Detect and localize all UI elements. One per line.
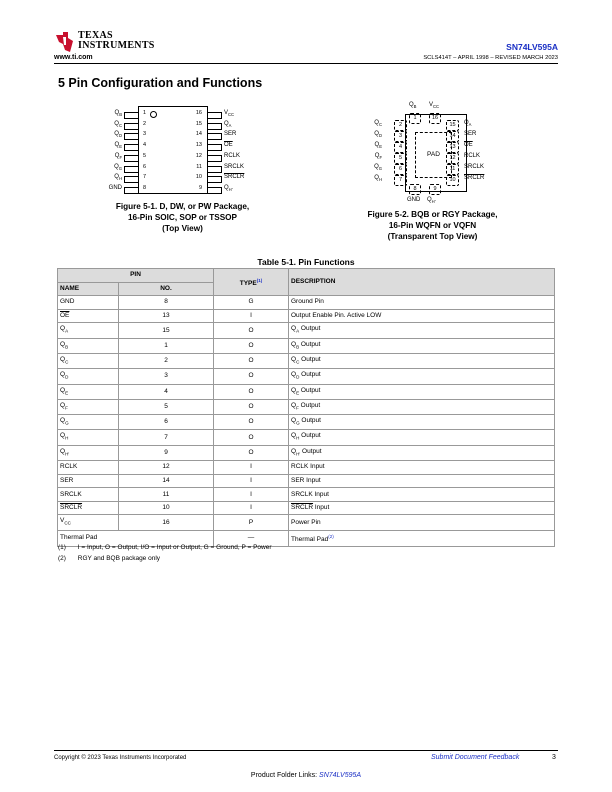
cell-name: $Q_H$ [58, 430, 119, 445]
cell-type: O [214, 415, 289, 430]
qfn-left-pin-label: $Q_D$ [374, 131, 382, 139]
cell-type: I [214, 501, 289, 515]
table-row [58, 445, 555, 460]
cell-type: O [214, 323, 289, 338]
qfn-left-pin: 3 [394, 131, 407, 142]
qfn-left-pin: 5 [394, 153, 407, 164]
figure1-caption [90, 201, 275, 234]
cell-type: I [214, 488, 289, 502]
cell-description: $Q_B$ Output [289, 338, 555, 353]
cell-no: 12 [119, 461, 214, 475]
header-rule [54, 63, 558, 64]
qfn-left-pin: 7 [394, 175, 407, 186]
qfn-right-pin-label: RCLK [464, 153, 481, 159]
folder-link[interactable]: SN74LV595A [319, 772, 362, 779]
cell-name: $\overline{OE}$ [58, 309, 119, 323]
pin-label: $Q_C$ [114, 120, 122, 128]
cell-description: $Q_G$ Output [289, 415, 555, 430]
qfn-top-pin: 16 [429, 113, 441, 124]
note-2-id: (2) [58, 555, 66, 562]
pin-number: 1 [143, 110, 147, 116]
figure1-caption-line1: Figure 5-1. D, DW, or PW Package, [115, 202, 250, 211]
figure2-caption-line1: Figure 5-2. BQB or RGY Package, [367, 210, 498, 219]
qfn-top-pin-label: $Q_B$ [409, 102, 417, 110]
soic-left-pin [90, 164, 152, 174]
soic-left-pin [90, 185, 152, 195]
brand-line2: INSTRUMENTS [78, 40, 155, 51]
soic-right-pin [190, 174, 270, 184]
section-title: 5 Pin Configuration and Functions [58, 76, 263, 90]
qfn-right-pin: 14 [446, 131, 459, 142]
note-2 [58, 555, 160, 562]
table-row [58, 488, 555, 502]
cell-type: P [214, 515, 289, 530]
figure-qfn [360, 100, 510, 205]
cell-no: 1 [119, 338, 214, 353]
folder-prefix: Product Folder Links: [250, 772, 318, 779]
pin-lead [207, 155, 222, 162]
cell-type: O [214, 399, 289, 414]
cell-type: I [214, 461, 289, 475]
pin-number: 16 [195, 110, 202, 116]
cell-no: 11 [119, 488, 214, 502]
qfn-bottom-pin: 9 [429, 184, 441, 195]
pad-label: PAD [427, 151, 440, 158]
note-1-id: (1) [58, 544, 66, 551]
qfn-left-pin-label: $Q_H$ [374, 175, 382, 183]
qfn-right-pin-label: SRCLK [464, 164, 485, 170]
cell-description: $Q_{H'}$ Output [289, 445, 555, 460]
product-folder-links [0, 772, 612, 779]
cell-no: 8 [119, 296, 214, 310]
note-1 [58, 544, 272, 551]
pin-number: 6 [143, 163, 147, 170]
pin-lead [207, 133, 222, 140]
qfn-right-pin-label: $\overline{OE}$ [464, 142, 473, 148]
pin-number: 10 [195, 174, 202, 181]
soic-left-pin [90, 121, 152, 131]
soic-left-pin [90, 131, 152, 141]
pin-label: SRCLK [224, 163, 245, 170]
pin-number: 14 [195, 131, 202, 138]
copyright: Copyright © 2023 Texas Instruments Incorporated [54, 755, 187, 761]
soic-right-pin [190, 121, 270, 131]
cell-description: $Q_E$ Output [289, 384, 555, 399]
cell-no: 7 [119, 430, 214, 445]
cell-type: O [214, 430, 289, 445]
soic-right-pin [190, 110, 270, 120]
cell-description: $Q_F$ Output [289, 399, 555, 414]
table-row [58, 415, 555, 430]
pin-label: SRCLR [224, 174, 245, 181]
cell-no: 4 [119, 384, 214, 399]
table-row [58, 430, 555, 445]
figure1-caption-line3: (Top View) [162, 224, 203, 233]
cell-no: 13 [119, 309, 214, 323]
table-row [58, 309, 555, 323]
cell-type: O [214, 338, 289, 353]
table-row [58, 296, 555, 310]
pin-lead [124, 133, 139, 140]
pin-number: 5 [143, 152, 147, 159]
soic-left-pin [90, 142, 152, 152]
qfn-right-pin-label: SRCLR [464, 175, 485, 181]
qfn-left-pin-label: $Q_F$ [374, 153, 382, 161]
qfn-left-pin: 2 [394, 120, 407, 131]
cell-type: — [214, 530, 289, 546]
soic-right-pin [190, 185, 270, 195]
page-number: 3 [552, 754, 556, 761]
qfn-right-pin: 12 [446, 153, 459, 164]
pin-number: 2 [143, 120, 147, 127]
table-row [58, 501, 555, 515]
table-row [58, 323, 555, 338]
header-type [214, 269, 289, 296]
table-row [58, 399, 555, 414]
pin-number: 4 [143, 142, 147, 149]
qfn-bottom-pin-label: $Q_{H'}$ [427, 197, 436, 205]
pin-lead [207, 166, 222, 173]
cell-no: 16 [119, 515, 214, 530]
pin-label: SER [224, 131, 237, 138]
qfn-right-pin-label: $Q_A$ [464, 120, 472, 128]
qfn-right-pin: 11 [446, 164, 459, 175]
pin-lead [124, 112, 139, 119]
table-row [58, 338, 555, 353]
qfn-left-pin-label: $Q_E$ [374, 142, 382, 150]
qfn-right-pin-label: SER [464, 131, 477, 137]
table-title: Table 5-1. Pin Functions [257, 257, 355, 267]
qfn-top-pin-label: $V_{CC}$ [429, 102, 440, 110]
table-row [58, 515, 555, 530]
pin-lead [207, 187, 222, 194]
pin-number: 8 [143, 184, 147, 191]
cell-no: 14 [119, 474, 214, 488]
pin-number: 11 [196, 163, 202, 170]
cell-name: $Q_F$ [58, 399, 119, 414]
pin-label: $Q_G$ [114, 163, 122, 171]
cell-name: SER [58, 474, 119, 488]
soic-left-pin [90, 153, 152, 163]
qfn-right-pin: 10 [446, 175, 459, 186]
qfn-bottom-pin: 8 [409, 184, 421, 195]
qfn-left-pin: 6 [394, 164, 407, 175]
pin-lead [207, 176, 222, 183]
qfn-left-pin-label: $Q_G$ [374, 164, 382, 172]
pin-number: 9 [198, 184, 202, 191]
cell-name: $Q_D$ [58, 369, 119, 384]
qfn-left-pin: 4 [394, 142, 407, 153]
pin-label: $Q_F$ [114, 152, 122, 160]
cell-description: Output Enable Pin. Active LOW [289, 309, 555, 323]
qfn-top-pin: 1 [409, 113, 421, 124]
cell-no: 6 [119, 415, 214, 430]
cell-name: $Q_G$ [58, 415, 119, 430]
brand-wordmark [78, 31, 155, 51]
cell-type: O [214, 369, 289, 384]
cell-type: O [214, 384, 289, 399]
cell-name: Thermal Pad [58, 530, 214, 546]
figure2-caption-line2: 16-Pin WQFN or VQFN [388, 221, 477, 230]
cell-no: 5 [119, 399, 214, 414]
note-1-text: I = Input, O = Output, I/O = Input or Output, G = Ground, P = Power [77, 544, 272, 551]
qfn-right-pin: 15 [446, 120, 459, 131]
cell-name: RCLK [58, 461, 119, 475]
cell-description: Ground Pin [289, 296, 555, 310]
table-row [58, 461, 555, 475]
table-row [58, 474, 555, 488]
cell-no: 10 [119, 501, 214, 515]
header-pin: PIN [58, 269, 214, 283]
figure2-caption [340, 209, 525, 242]
cell-name: SRCLR [58, 501, 119, 515]
pin-label: $Q_B$ [114, 110, 122, 118]
header-name: NAME [58, 282, 119, 296]
pin-label: $Q_E$ [114, 142, 122, 150]
figure1-caption-line2: 16-Pin SOIC, SOP or TSSOP [127, 213, 238, 222]
feedback-link[interactable]: Submit Document Feedback [431, 754, 520, 761]
cell-name: $Q_E$ [58, 384, 119, 399]
pin-lead [124, 166, 139, 173]
soic-right-pin [190, 153, 270, 163]
header-no: NO. [119, 282, 214, 296]
cell-description: $Q_C$ Output [289, 353, 555, 368]
cell-name: $V_{CC}$ [58, 515, 119, 530]
cell-type: I [214, 309, 289, 323]
pin-label: $Q_H$ [114, 174, 122, 182]
pin-number: 12 [195, 152, 202, 159]
table-row [58, 369, 555, 384]
header-type-note[interactable]: (1) [256, 277, 263, 283]
pin-label: $V_{CC}$ [224, 110, 235, 118]
header-description: DESCRIPTION [289, 269, 555, 296]
pin-lead [207, 112, 222, 119]
cell-description: $Q_D$ Output [289, 369, 555, 384]
cell-no: 9 [119, 445, 214, 460]
website-link[interactable]: www.ti.com [54, 54, 93, 61]
cell-description: $Q_A$ Output [289, 323, 555, 338]
cell-no: 2 [119, 353, 214, 368]
cell-name: $Q_C$ [58, 353, 119, 368]
pin-lead [124, 176, 139, 183]
pin-lead [124, 123, 139, 130]
doc-revision: SCLS414T – APRIL 1998 – REVISED MARCH 2023 [423, 55, 558, 61]
table-row [58, 353, 555, 368]
table-row [58, 384, 555, 399]
soic-left-pin [90, 110, 152, 120]
cell-name: GND [58, 296, 119, 310]
pin-label: $Q_A$ [224, 120, 232, 128]
qfn-right-pin: 13 [446, 142, 459, 153]
pin-label: GND [108, 184, 122, 191]
pin-number: 15 [195, 120, 202, 127]
figure-soic [90, 106, 260, 198]
cell-no: 15 [119, 323, 214, 338]
ti-logo-icon [54, 30, 76, 54]
cell-type: O [214, 445, 289, 460]
pin-label: RCLK [224, 152, 241, 159]
cell-type: I [214, 474, 289, 488]
cell-description: SRCLR Input [289, 501, 555, 515]
cell-description: SER Input [289, 474, 555, 488]
figure2-caption-line3: (Transparent Top View) [387, 232, 478, 241]
soic-right-pin [190, 131, 270, 141]
cell-name: $Q_{H'}$ [58, 445, 119, 460]
desc-note[interactable]: (2) [328, 533, 334, 539]
soic-right-pin [190, 142, 270, 152]
cell-no: 3 [119, 369, 214, 384]
cell-description: SRCLK Input [289, 488, 555, 502]
cell-description: Power Pin [289, 515, 555, 530]
cell-name: $Q_B$ [58, 338, 119, 353]
soic-left-pin [90, 174, 152, 184]
cell-description: $Q_H$ Output [289, 430, 555, 445]
ti-logo [54, 30, 164, 54]
pin-number: 3 [143, 131, 147, 138]
pin-label: $Q_D$ [114, 131, 122, 139]
pin-number: 7 [143, 174, 147, 181]
pin-functions-table [57, 268, 555, 547]
pin-label: $Q_{H'}$ [224, 184, 233, 193]
cell-type: O [214, 353, 289, 368]
cell-description: Thermal Pad$^{(2)}$ [289, 530, 555, 546]
pin-lead [207, 144, 222, 151]
footer-rule [54, 750, 558, 751]
cell-type: G [214, 296, 289, 310]
cell-description: RCLK Input [289, 461, 555, 475]
pin-lead [207, 123, 222, 130]
cell-name: SRCLK [58, 488, 119, 502]
pin-lead [124, 155, 139, 162]
qfn-left-pin-label: $Q_C$ [374, 120, 382, 128]
qfn-bottom-pin-label: GND [407, 197, 421, 203]
pin-lead [124, 144, 139, 151]
note-2-text: RGY and BQB package only [77, 555, 161, 562]
cell-name: $Q_A$ [58, 323, 119, 338]
part-number: SN74LV595A [506, 42, 558, 52]
soic-right-pin [190, 164, 270, 174]
pin-number: 13 [195, 142, 202, 149]
pin-label: $\overline{OE}$ [224, 142, 233, 149]
brand-line1: TEXAS [78, 30, 113, 41]
pin-lead [124, 187, 139, 194]
header-type-label: TYPE [239, 279, 257, 287]
